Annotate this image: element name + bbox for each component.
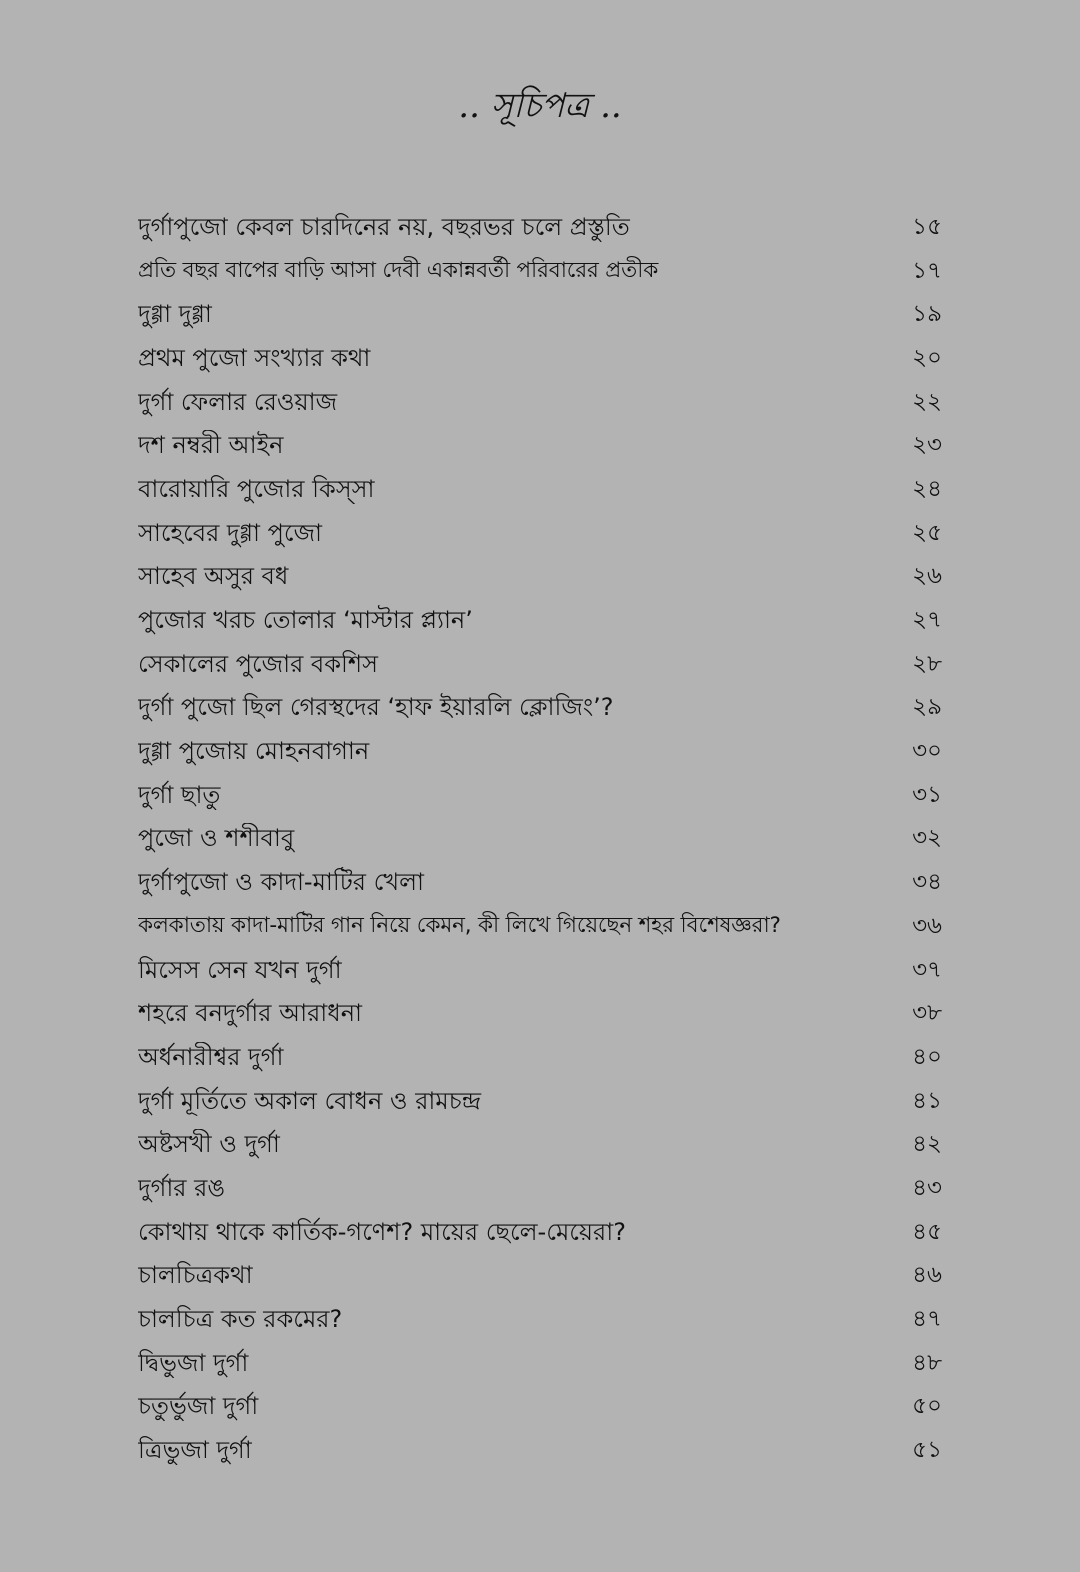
- toc-entry-title: দুর্গা ছাতু: [138, 780, 221, 809]
- toc-entry: [138, 1297, 942, 1341]
- toc-entry-page-number: ২৮: [912, 650, 942, 677]
- toc-entry: [138, 205, 942, 249]
- toc-entry-title: চালচিত্রকথা: [138, 1261, 253, 1290]
- toc-entry-title: দুর্গা ফেলার রেওয়াজ: [138, 387, 338, 416]
- toc-entry-page-number: ৩৭: [912, 956, 942, 983]
- toc-entry: [138, 1254, 942, 1298]
- toc-entry: [138, 336, 942, 380]
- toc-entry: [138, 423, 942, 467]
- toc-entry-page-number: ৫১: [912, 1437, 942, 1464]
- toc-entry-page-number: ৪৫: [912, 1218, 942, 1245]
- toc-entry-title: চতুর্ভুজা দুর্গা: [138, 1392, 259, 1421]
- toc-entry-page-number: ২৭: [912, 607, 942, 634]
- toc-entry: [138, 686, 942, 730]
- toc-entry: [138, 1122, 942, 1166]
- toc-entry-page-number: ৩৪: [912, 869, 942, 896]
- toc-entry: [138, 598, 942, 642]
- toc-entry-page-number: ২৩: [912, 432, 942, 459]
- toc-entry-title: দশ নম্বরী আইন: [138, 431, 284, 460]
- toc-entry-title: মিসেস সেন যখন দুর্গা: [138, 955, 342, 984]
- toc-entry: [138, 904, 942, 948]
- toc-entry: [138, 249, 942, 293]
- toc-entry-page-number: ৪১: [912, 1087, 942, 1114]
- toc-entry-title: সাহেবের দুগ্গা পুজো: [138, 518, 323, 547]
- toc-entry: [138, 642, 942, 686]
- toc-entry-title: সেকালের পুজোর বকশিস: [138, 649, 378, 678]
- toc-entry: [138, 380, 942, 424]
- toc-entry-page-number: ১৯: [912, 301, 942, 328]
- toc-entry: [138, 1385, 942, 1429]
- toc-entry-title: দুগ্গা দুগ্গা: [138, 300, 212, 329]
- toc-entry-title: অর্ধনারীশ্বর দুর্গা: [138, 1042, 284, 1071]
- toc-entry-page-number: ৪৩: [912, 1174, 942, 1201]
- toc-entry-page-number: ১৭: [912, 257, 942, 284]
- toc-entry: [138, 1035, 942, 1079]
- toc-entry-page-number: ২৯: [912, 694, 942, 721]
- toc-entry-title: অষ্টসখী ও দুর্গা: [138, 1130, 280, 1159]
- toc-entry-page-number: ৩৬: [912, 912, 942, 939]
- toc-entry-title: কলকাতায় কাদা-মাটির গান নিয়ে কেমন, কী লিখে গিয়েছেন শহর বিশেষজ্ঞরা?: [138, 912, 781, 938]
- page-title: .. সূচিপত্র ..: [458, 86, 622, 126]
- toc-entry-page-number: ৪২: [912, 1131, 942, 1158]
- toc-entry-title: পুজোর খরচ তোলার ‘মাস্টার প্ল্যান’: [138, 606, 473, 635]
- toc-entry: [138, 292, 942, 336]
- toc-entry-title: কোথায় থাকে কার্তিক-গণেশ? মায়ের ছেলে-মেয়েরা?: [138, 1217, 626, 1246]
- toc-entry-page-number: ৩৮: [912, 1000, 942, 1027]
- toc-entry-title: দুগ্গা পুজোয় মোহনবাগান: [138, 737, 370, 766]
- toc-entry-title: ত্রিভুজা দুর্গা: [138, 1436, 252, 1465]
- toc-entry: [138, 729, 942, 773]
- toc-entry-title: দুর্গা মূর্তিতে অকাল বোধন ও রামচন্দ্র: [138, 1086, 482, 1115]
- toc-entry-title: চালচিত্র কত রকমের?: [138, 1305, 343, 1334]
- toc-entry-title: দুর্গাপুজো কেবল চারদিনের নয়, বছরভর চলে প্রস্তুতি: [138, 212, 630, 241]
- toc-entry: [138, 773, 942, 817]
- toc-entry: [138, 511, 942, 555]
- toc-entry-title: দ্বিভুজা দুর্গা: [138, 1348, 249, 1377]
- toc-entry-page-number: ৪৮: [912, 1349, 942, 1376]
- toc-entry-page-number: ২০: [912, 344, 942, 371]
- toc-entry-title: দুর্গার রঙ: [138, 1173, 225, 1202]
- toc-entry-title: বারোয়ারি পুজোর কিস্‌সা: [138, 474, 375, 503]
- toc-entry: [138, 1341, 942, 1385]
- toc-entry-page-number: ৪৬: [912, 1262, 942, 1289]
- toc-entry-title: দুর্গাপুজো ও কাদা-মাটির খেলা: [138, 868, 424, 897]
- toc-entry-title: প্রতি বছর বাপের বাড়ি আসা দেবী একান্নবর্তী পরিবারের প্রতীক: [138, 257, 659, 283]
- toc-entry-page-number: ২৫: [912, 519, 942, 546]
- toc-entry: [138, 817, 942, 861]
- toc-entry-title: প্রথম পুজো সংখ্যার কথা: [138, 343, 371, 372]
- toc-entry: [138, 1428, 942, 1472]
- toc-entry: [138, 555, 942, 599]
- toc-entry: [138, 1079, 942, 1123]
- toc-entry: [138, 991, 942, 1035]
- toc-entry-page-number: ৪০: [912, 1043, 942, 1070]
- toc-entry: [138, 860, 942, 904]
- toc-entry: [138, 1210, 942, 1254]
- toc-entry: [138, 1166, 942, 1210]
- toc-entry: [138, 948, 942, 992]
- toc-entry-page-number: ১৫: [912, 213, 942, 240]
- toc-entry-page-number: ৪৭: [912, 1306, 942, 1333]
- toc-entry-page-number: ২২: [912, 388, 942, 415]
- toc-entry-page-number: ২৪: [912, 475, 942, 502]
- toc-entry: [138, 467, 942, 511]
- toc-entry-page-number: ৫০: [912, 1393, 942, 1420]
- toc-entry-page-number: ৩০: [912, 738, 942, 765]
- toc-entry-page-number: ৩১: [912, 781, 942, 808]
- table-of-contents: [138, 205, 942, 1472]
- toc-entry-title: শহরে বনদুর্গার আরাধনা: [138, 999, 362, 1028]
- toc-entry-title: পুজো ও শশীবাবু: [138, 824, 295, 853]
- toc-entry-page-number: ২৬: [912, 563, 942, 590]
- toc-entry-page-number: ৩২: [912, 825, 942, 852]
- toc-entry-title: দুর্গা পুজো ছিল গেরস্থদের ‘হাফ ইয়ারলি ক্লোজিং’?: [138, 693, 614, 722]
- toc-entry-title: সাহেব অসুর বধ: [138, 562, 289, 591]
